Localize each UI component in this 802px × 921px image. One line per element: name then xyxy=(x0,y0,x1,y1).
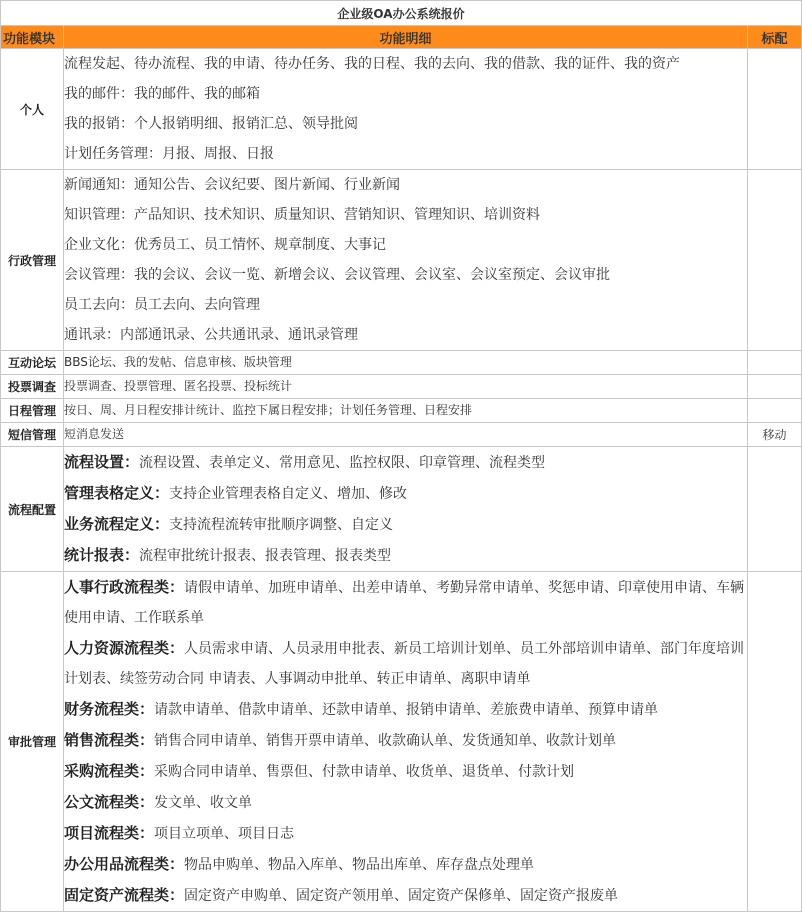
detail-line xyxy=(64,849,747,880)
tag-cell xyxy=(748,399,802,423)
tag-cell xyxy=(748,170,802,351)
detail-value: 支持企业管理表格自定义、增加、修改 xyxy=(169,486,408,502)
detail-key: 采购流程类： xyxy=(64,762,155,780)
detail-line: 企业文化：优秀员工、员工情怀、规章制度、大事记 xyxy=(64,237,386,253)
detail-key: 项目流程类： xyxy=(64,824,155,842)
detail-value: 采购合同申请单、售票但、付款申请单、收货单、退货单、付款计划 xyxy=(154,764,575,780)
detail-value: 固定资产申购单、固定资产领用单、固定资产保修单、固定资产报废单 xyxy=(184,888,619,904)
detail-value: 物品申购单、物品入库单、物品出库单、库存盘点处理单 xyxy=(184,857,535,873)
detail-line xyxy=(64,880,747,911)
detail-line: 知识管理：产品知识、技术知识、质量知识、营销知识、管理知识、培训资料 xyxy=(64,207,540,223)
detail-key: 销售流程类： xyxy=(64,731,155,749)
detail-line: BBS论坛、我的发帖、信息审核、版块管理 xyxy=(64,355,292,369)
header-module: 功能模块 xyxy=(1,26,64,49)
detail-line xyxy=(64,447,747,478)
detail-value: 发文单、收文单 xyxy=(154,795,253,811)
detail-line: 员工去向：员工去向、去向管理 xyxy=(64,297,260,313)
detail-line: 通讯录：内部通讯录、公共通讯录、通讯录管理 xyxy=(64,327,358,343)
table-row xyxy=(1,170,802,351)
detail-value: 支持流程流转审批顺序调整、自定义 xyxy=(169,517,394,533)
detail-line: 按日、周、月日程安排计统计、监控下属日程安排；计划任务管理、日程安排 xyxy=(64,403,473,417)
detail-value: 销售合同申请单、销售开票申请单、收款确认单、发货通知单、收款计划单 xyxy=(154,733,617,749)
detail-line: 我的邮件：我的邮件、我的邮箱 xyxy=(64,86,260,102)
detail-line xyxy=(64,694,747,725)
detail-line xyxy=(64,787,747,818)
detail-key: 人力资源流程类： xyxy=(64,639,185,657)
detail-key: 固定资产流程类： xyxy=(64,886,185,904)
tag-cell xyxy=(748,351,802,375)
detail-value: 请假申请单、加班申请单、出差申请单、考勤异常申请单、奖惩申请、印章使用申请、车辆使用申请、工作联系单 xyxy=(64,580,745,626)
detail-key: 统计报表： xyxy=(64,546,140,564)
module-name: 行政管理 xyxy=(1,170,64,351)
detail-cell xyxy=(64,49,748,170)
detail-key: 办公用品流程类： xyxy=(64,855,185,873)
detail-value: 项目立项单、项目日志 xyxy=(154,826,295,842)
detail-cell xyxy=(64,399,748,423)
detail-line: 会议管理：我的会议、会议一览、新增会议、会议管理、会议室、会议室预定、会议审批 xyxy=(64,267,610,283)
table-row xyxy=(1,375,802,399)
detail-line: 投票调查、投票管理、匿名投票、投标统计 xyxy=(64,379,293,393)
detail-key: 人事行政流程类： xyxy=(64,578,185,596)
detail-line xyxy=(64,540,747,571)
table-title: 企业级OA办公系统报价 xyxy=(1,1,802,26)
header-detail: 功能明细 xyxy=(64,26,748,49)
detail-value: 流程设置、表单定义、常用意见、监控权限、印章管理、流程类型 xyxy=(139,455,546,471)
detail-cell xyxy=(64,572,748,912)
detail-line xyxy=(64,818,747,849)
detail-cell xyxy=(64,423,748,447)
module-name: 日程管理 xyxy=(1,399,64,423)
table-row xyxy=(1,399,802,423)
detail-line: 我的报销：个人报销明细、报销汇总、领导批阅 xyxy=(64,116,358,132)
detail-line: 新闻通知：通知公告、会议纪要、图片新闻、行业新闻 xyxy=(64,177,400,193)
detail-cell xyxy=(64,170,748,351)
detail-key: 财务流程类： xyxy=(64,700,155,718)
module-name: 投票调查 xyxy=(1,375,64,399)
detail-line xyxy=(64,509,747,540)
table-row xyxy=(1,351,802,375)
detail-line xyxy=(64,572,747,633)
detail-line xyxy=(64,725,747,756)
tag-cell xyxy=(748,572,802,912)
module-name: 短信管理 xyxy=(1,423,64,447)
header-row xyxy=(1,26,802,49)
module-name: 流程配置 xyxy=(1,447,64,572)
table-row xyxy=(1,447,802,572)
tag-cell xyxy=(748,375,802,399)
detail-key: 业务流程定义： xyxy=(64,515,170,533)
module-name: 互动论坛 xyxy=(1,351,64,375)
detail-value: 请款申请单、借款申请单、还款申请单、报销申请单、差旅费申请单、预算申请单 xyxy=(154,702,659,718)
detail-cell xyxy=(64,351,748,375)
tag-cell xyxy=(748,447,802,572)
detail-cell xyxy=(64,375,748,399)
table-row xyxy=(1,49,802,170)
detail-key: 流程设置： xyxy=(64,453,140,471)
detail-line: 计划任务管理：月报、周报、日报 xyxy=(64,146,274,162)
detail-line xyxy=(64,633,747,694)
module-name: 审批管理 xyxy=(1,572,64,912)
title-row xyxy=(1,1,802,26)
detail-line: 流程发起、待办流程、我的申请、待办任务、我的日程、我的去向、我的借款、我的证件、我的资产 xyxy=(64,56,680,72)
detail-cell xyxy=(64,447,748,572)
header-tag: 标配 xyxy=(748,26,802,49)
detail-line xyxy=(64,478,747,509)
detail-line: 短消息发送 xyxy=(64,427,125,441)
detail-key: 管理表格定义： xyxy=(64,484,170,502)
detail-line xyxy=(64,756,747,787)
detail-value: 流程审批统计报表、报表管理、报表类型 xyxy=(139,548,392,564)
detail-value: 人员需求申请、人员录用申批表、新员工培训计划单、员工外部培训申请单、部门年度培训计划表、续签劳动合同 申请表、人事调动申批单、转正申请单、离职申请单 xyxy=(64,641,745,687)
detail-key: 公文流程类： xyxy=(64,793,155,811)
module-name: 个人 xyxy=(1,49,64,170)
table-row xyxy=(1,572,802,912)
table-row xyxy=(1,423,802,447)
tag-cell xyxy=(748,49,802,170)
tag-cell: 移动 xyxy=(748,423,802,447)
